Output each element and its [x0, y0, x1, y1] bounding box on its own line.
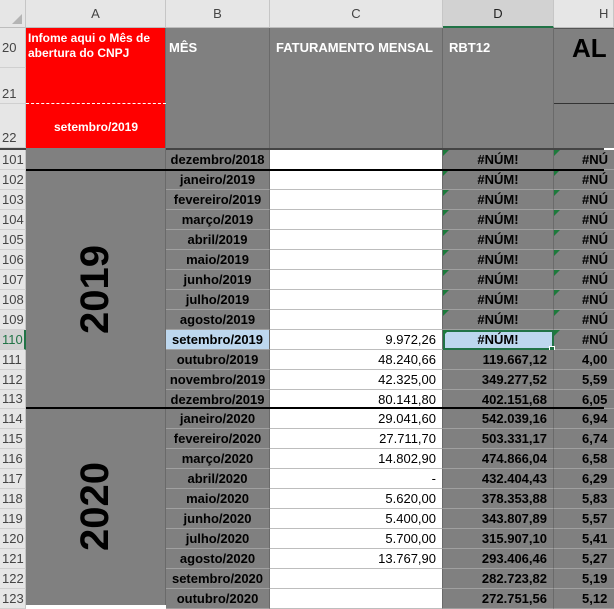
rbt12-value: #NÚM! — [477, 332, 519, 347]
row-header[interactable]: 102 — [0, 170, 26, 190]
month-cell[interactable]: maio/2020 — [166, 489, 270, 509]
aliquota-header-cell[interactable] — [554, 28, 614, 148]
rbt12-value: 282.723,82 — [481, 571, 547, 586]
error-indicator-icon — [443, 310, 449, 316]
month-cell[interactable]: julho/2019 — [166, 290, 270, 310]
rbt12-cell[interactable] — [443, 250, 554, 270]
rbt12-cell[interactable] — [443, 330, 554, 350]
aliquota-value: 6,29 — [582, 471, 608, 486]
rbt12-value: 349.277,52 — [481, 372, 547, 387]
month-cell[interactable]: julho/2020 — [166, 529, 270, 549]
rbt12-cell[interactable] — [443, 370, 554, 390]
row-header[interactable]: 120 — [0, 529, 26, 549]
aliquota-cell[interactable] — [554, 449, 614, 469]
rbt12-cell[interactable] — [443, 569, 554, 589]
rbt12-cell[interactable] — [443, 429, 554, 449]
faturamento-cell[interactable]: 42.325,00 — [270, 370, 443, 390]
rbt12-cell[interactable] — [443, 489, 554, 509]
faturamento-cell[interactable]: 5.400,00 — [270, 509, 443, 529]
rbt12-value: #NÚM! — [477, 232, 519, 247]
column-header-b[interactable]: B — [166, 0, 270, 28]
error-indicator-icon — [443, 150, 449, 156]
rbt12-value: #NÚM! — [477, 272, 519, 287]
rbt12-cell[interactable] — [443, 290, 554, 310]
row-header[interactable]: 106 — [0, 250, 26, 270]
rbt12-cell[interactable] — [443, 350, 554, 370]
rbt12-cell[interactable] — [443, 549, 554, 569]
faturamento-cell[interactable]: 29.041,60 — [270, 409, 443, 429]
rbt12-value: #NÚM! — [477, 292, 519, 307]
column-header-d[interactable]: D — [443, 0, 554, 28]
error-indicator-icon — [554, 150, 560, 156]
aliquota-cell[interactable] — [554, 330, 614, 350]
aliquota-value: #NÚ — [582, 272, 609, 287]
year-block-2018-tail — [26, 148, 166, 170]
month-cell[interactable]: junho/2019 — [166, 270, 270, 290]
row-header[interactable]: 118 — [0, 489, 26, 509]
month-cell[interactable]: agosto/2020 — [166, 549, 270, 569]
row-header[interactable]: 107 — [0, 270, 26, 290]
year-label-2020: 2020 — [72, 462, 117, 551]
aliquota-cell[interactable] — [554, 350, 614, 370]
month-cell[interactable]: setembro/2019 — [166, 330, 270, 350]
month-cell[interactable]: abril/2020 — [166, 469, 270, 489]
aliquota-cell[interactable] — [554, 429, 614, 449]
row-header[interactable]: 105 — [0, 230, 26, 250]
error-indicator-icon — [443, 250, 449, 256]
faturamento-cell[interactable] — [270, 310, 443, 330]
aliquota-cell[interactable] — [554, 370, 614, 390]
row-header[interactable]: 111 — [0, 350, 26, 370]
error-indicator-icon — [554, 210, 560, 216]
aliquota-cell[interactable] — [554, 509, 614, 529]
row-header[interactable]: 119 — [0, 509, 26, 529]
rbt12-value: 293.406,46 — [481, 551, 547, 566]
faturamento-header-label: FATURAMENTO MENSAL — [276, 40, 433, 55]
error-indicator-icon — [554, 250, 560, 256]
aliquota-value: 5,41 — [582, 531, 608, 546]
aliquota-value: #NÚ — [582, 292, 609, 307]
faturamento-cell[interactable] — [270, 270, 443, 290]
aliquota-cell[interactable] — [554, 230, 614, 250]
rbt12-value: 503.331,17 — [481, 431, 547, 446]
month-cell[interactable]: agosto/2019 — [166, 310, 270, 330]
faturamento-cell[interactable] — [270, 290, 443, 310]
faturamento-cell[interactable] — [270, 190, 443, 210]
aliquota-cell[interactable] — [554, 469, 614, 489]
year-label-2019: 2019 — [72, 244, 117, 334]
opening-month-prompt: Infome aqui o Mês de abertura do CNPJ — [28, 31, 151, 60]
row-header[interactable]: 121 — [0, 549, 26, 569]
rbt12-header-label: RBT12 — [449, 40, 491, 55]
error-indicator-icon — [554, 270, 560, 276]
month-cell[interactable]: novembro/2019 — [166, 370, 270, 390]
rbt12-cell[interactable] — [443, 210, 554, 230]
rbt12-header-cell[interactable] — [443, 28, 554, 148]
rbt12-value: 402.151,68 — [481, 391, 547, 407]
aliquota-value: #NÚ — [582, 232, 609, 247]
faturamento-cell[interactable]: 13.767,90 — [270, 549, 443, 569]
rbt12-value: #NÚM! — [477, 252, 519, 267]
rbt12-cell[interactable] — [443, 509, 554, 529]
rbt12-cell[interactable] — [443, 170, 554, 190]
aliquota-value: 5,57 — [582, 511, 608, 526]
rbt12-cell[interactable] — [443, 150, 554, 170]
error-indicator-icon — [554, 190, 560, 196]
aliquota-cell[interactable] — [554, 210, 614, 230]
aliquota-cell[interactable] — [554, 409, 614, 429]
month-cell[interactable]: janeiro/2020 — [166, 409, 270, 429]
month-cell[interactable]: maio/2019 — [166, 250, 270, 270]
row-header[interactable]: 108 — [0, 290, 26, 310]
faturamento-cell[interactable] — [270, 150, 443, 170]
error-indicator-icon — [443, 330, 449, 336]
aliquota-cell[interactable] — [554, 529, 614, 549]
aliquota-value: #NÚ — [582, 192, 609, 207]
aliquota-value: 5,59 — [582, 372, 608, 387]
aliquota-cell[interactable] — [554, 170, 614, 190]
aliquota-value: 6,74 — [582, 431, 608, 446]
month-cell[interactable]: abril/2019 — [166, 230, 270, 250]
faturamento-cell[interactable]: 14.802,90 — [270, 449, 443, 469]
year-block-2020 — [26, 408, 166, 605]
opening-month-value: setembro/2019 — [53, 120, 139, 134]
faturamento-cell[interactable]: 80.141,80 — [270, 390, 443, 409]
month-cell[interactable]: setembro/2020 — [166, 569, 270, 589]
aliquota-value: 6,58 — [582, 451, 608, 466]
rbt12-value: 315.907,10 — [481, 531, 547, 546]
rbt12-cell[interactable] — [443, 449, 554, 469]
rbt12-value: 542.039,16 — [481, 411, 547, 426]
aliquota-cell[interactable] — [554, 310, 614, 330]
column-header-a[interactable]: A — [26, 0, 166, 28]
faturamento-cell[interactable]: 48.240,66 — [270, 350, 443, 370]
row-header[interactable]: 103 — [0, 190, 26, 210]
aliquota-header-label: AL — [572, 33, 607, 63]
month-cell[interactable]: outubro/2020 — [166, 589, 270, 609]
row-header[interactable]: 123 — [0, 589, 26, 609]
rbt12-value: #NÚM! — [477, 312, 519, 327]
faturamento-cell[interactable] — [270, 230, 443, 250]
aliquota-value: 4,00 — [582, 352, 608, 367]
aliquota-cell[interactable] — [554, 290, 614, 310]
error-indicator-icon — [443, 190, 449, 196]
rbt12-value: #NÚM! — [477, 152, 519, 167]
aliquota-cell[interactable] — [554, 549, 614, 569]
year-block-2019 — [26, 170, 166, 408]
aliquota-cell[interactable] — [554, 190, 614, 210]
aliquota-cell[interactable] — [554, 150, 614, 170]
faturamento-cell[interactable] — [270, 589, 443, 609]
aliquota-value: #NÚ — [582, 252, 609, 267]
faturamento-header-cell[interactable] — [270, 28, 443, 148]
faturamento-cell[interactable]: 5.700,00 — [270, 529, 443, 549]
rbt12-value: 378.353,88 — [481, 491, 547, 506]
faturamento-cell[interactable]: 9.972,26 — [270, 330, 443, 350]
month-cell[interactable]: outubro/2019 — [166, 350, 270, 370]
aliquota-cell[interactable] — [554, 250, 614, 270]
aliquota-value: #NÚ — [582, 312, 609, 327]
row-header[interactable]: 115 — [0, 429, 26, 449]
aliquota-cell[interactable] — [554, 569, 614, 589]
rbt12-cell[interactable] — [443, 270, 554, 290]
rbt12-cell[interactable] — [443, 409, 554, 429]
aliquota-value: 6,94 — [582, 411, 608, 426]
rbt12-value: 119.667,12 — [482, 352, 547, 367]
month-cell[interactable]: fevereiro/2020 — [166, 429, 270, 449]
month-cell[interactable]: dezembro/2018 — [166, 150, 270, 170]
faturamento-cell[interactable] — [270, 210, 443, 230]
row-header-20[interactable]: 20 — [0, 28, 26, 68]
row-header[interactable]: 101 — [0, 150, 26, 170]
aliquota-value: 5,27 — [582, 551, 608, 566]
row-header[interactable]: 104 — [0, 210, 26, 230]
column-header-c[interactable]: C — [270, 0, 443, 28]
month-cell[interactable]: fevereiro/2019 — [166, 190, 270, 210]
error-indicator-icon — [554, 230, 560, 236]
error-indicator-icon — [554, 330, 560, 336]
row-header[interactable]: 110 — [0, 330, 26, 350]
rbt12-cell[interactable] — [443, 310, 554, 330]
row-header[interactable]: 112 — [0, 370, 26, 390]
month-cell[interactable]: março/2019 — [166, 210, 270, 230]
error-indicator-icon — [554, 310, 560, 316]
rbt12-cell[interactable] — [443, 230, 554, 250]
month-cell[interactable]: janeiro/2019 — [166, 170, 270, 190]
row-header[interactable]: 109 — [0, 310, 26, 330]
row-header[interactable]: 113 — [0, 390, 26, 409]
mes-header-cell[interactable] — [166, 28, 270, 148]
faturamento-cell[interactable]: - — [270, 469, 443, 489]
faturamento-cell[interactable] — [270, 250, 443, 270]
error-indicator-icon — [443, 290, 449, 296]
aliquota-cell[interactable] — [554, 270, 614, 290]
mes-header-label: MÊS — [169, 40, 198, 55]
aliquota-value: #NÚ — [582, 332, 609, 347]
opening-month-cell[interactable] — [26, 28, 166, 148]
aliquota-value: 6,05 — [582, 391, 608, 407]
row-header[interactable]: 122 — [0, 569, 26, 589]
rbt12-value: #NÚM! — [477, 172, 519, 187]
aliquota-cell[interactable] — [554, 489, 614, 509]
error-indicator-icon — [554, 290, 560, 296]
faturamento-cell[interactable]: 5.620,00 — [270, 489, 443, 509]
month-cell[interactable]: junho/2020 — [166, 509, 270, 529]
faturamento-cell[interactable]: 27.711,70 — [270, 429, 443, 449]
aliquota-value: #NÚ — [582, 172, 609, 187]
aliquota-value: 5,19 — [582, 571, 608, 586]
row-header[interactable]: 116 — [0, 449, 26, 469]
aliquota-value: 5,12 — [582, 591, 608, 606]
column-header-h[interactable]: H — [554, 0, 614, 28]
error-indicator-icon — [443, 270, 449, 276]
faturamento-cell[interactable] — [270, 569, 443, 589]
month-cell[interactable]: dezembro/2019 — [166, 390, 270, 409]
rbt12-cell[interactable] — [443, 469, 554, 489]
rbt12-cell[interactable] — [443, 589, 554, 609]
error-indicator-icon — [443, 230, 449, 236]
rbt12-value: #NÚM! — [477, 192, 519, 207]
row-header-21[interactable]: 21 — [0, 68, 26, 104]
aliquota-value: #NÚ — [582, 212, 609, 227]
row-header[interactable]: 114 — [0, 409, 26, 429]
year-separator-2020 — [26, 407, 604, 409]
rbt12-value: 474.866,04 — [481, 451, 547, 466]
rbt12-value: 272.751,56 — [481, 591, 547, 606]
rbt12-cell[interactable] — [443, 190, 554, 210]
rbt12-value: #NÚM! — [477, 212, 519, 227]
faturamento-cell[interactable] — [270, 170, 443, 190]
aliquota-value: 5,83 — [582, 491, 608, 506]
year-separator-2019 — [26, 169, 604, 171]
aliquota-value: #NÚ — [582, 152, 609, 167]
select-all-corner[interactable] — [0, 0, 26, 28]
rbt12-value: 343.807,89 — [481, 511, 547, 526]
rbt12-value: 432.404,43 — [481, 471, 547, 486]
error-indicator-icon — [443, 210, 449, 216]
row-header[interactable]: 117 — [0, 469, 26, 489]
rbt12-cell[interactable] — [443, 529, 554, 549]
row-header-22[interactable]: 22 — [0, 104, 26, 148]
month-cell[interactable]: março/2020 — [166, 449, 270, 469]
aliquota-cell[interactable] — [554, 589, 614, 609]
